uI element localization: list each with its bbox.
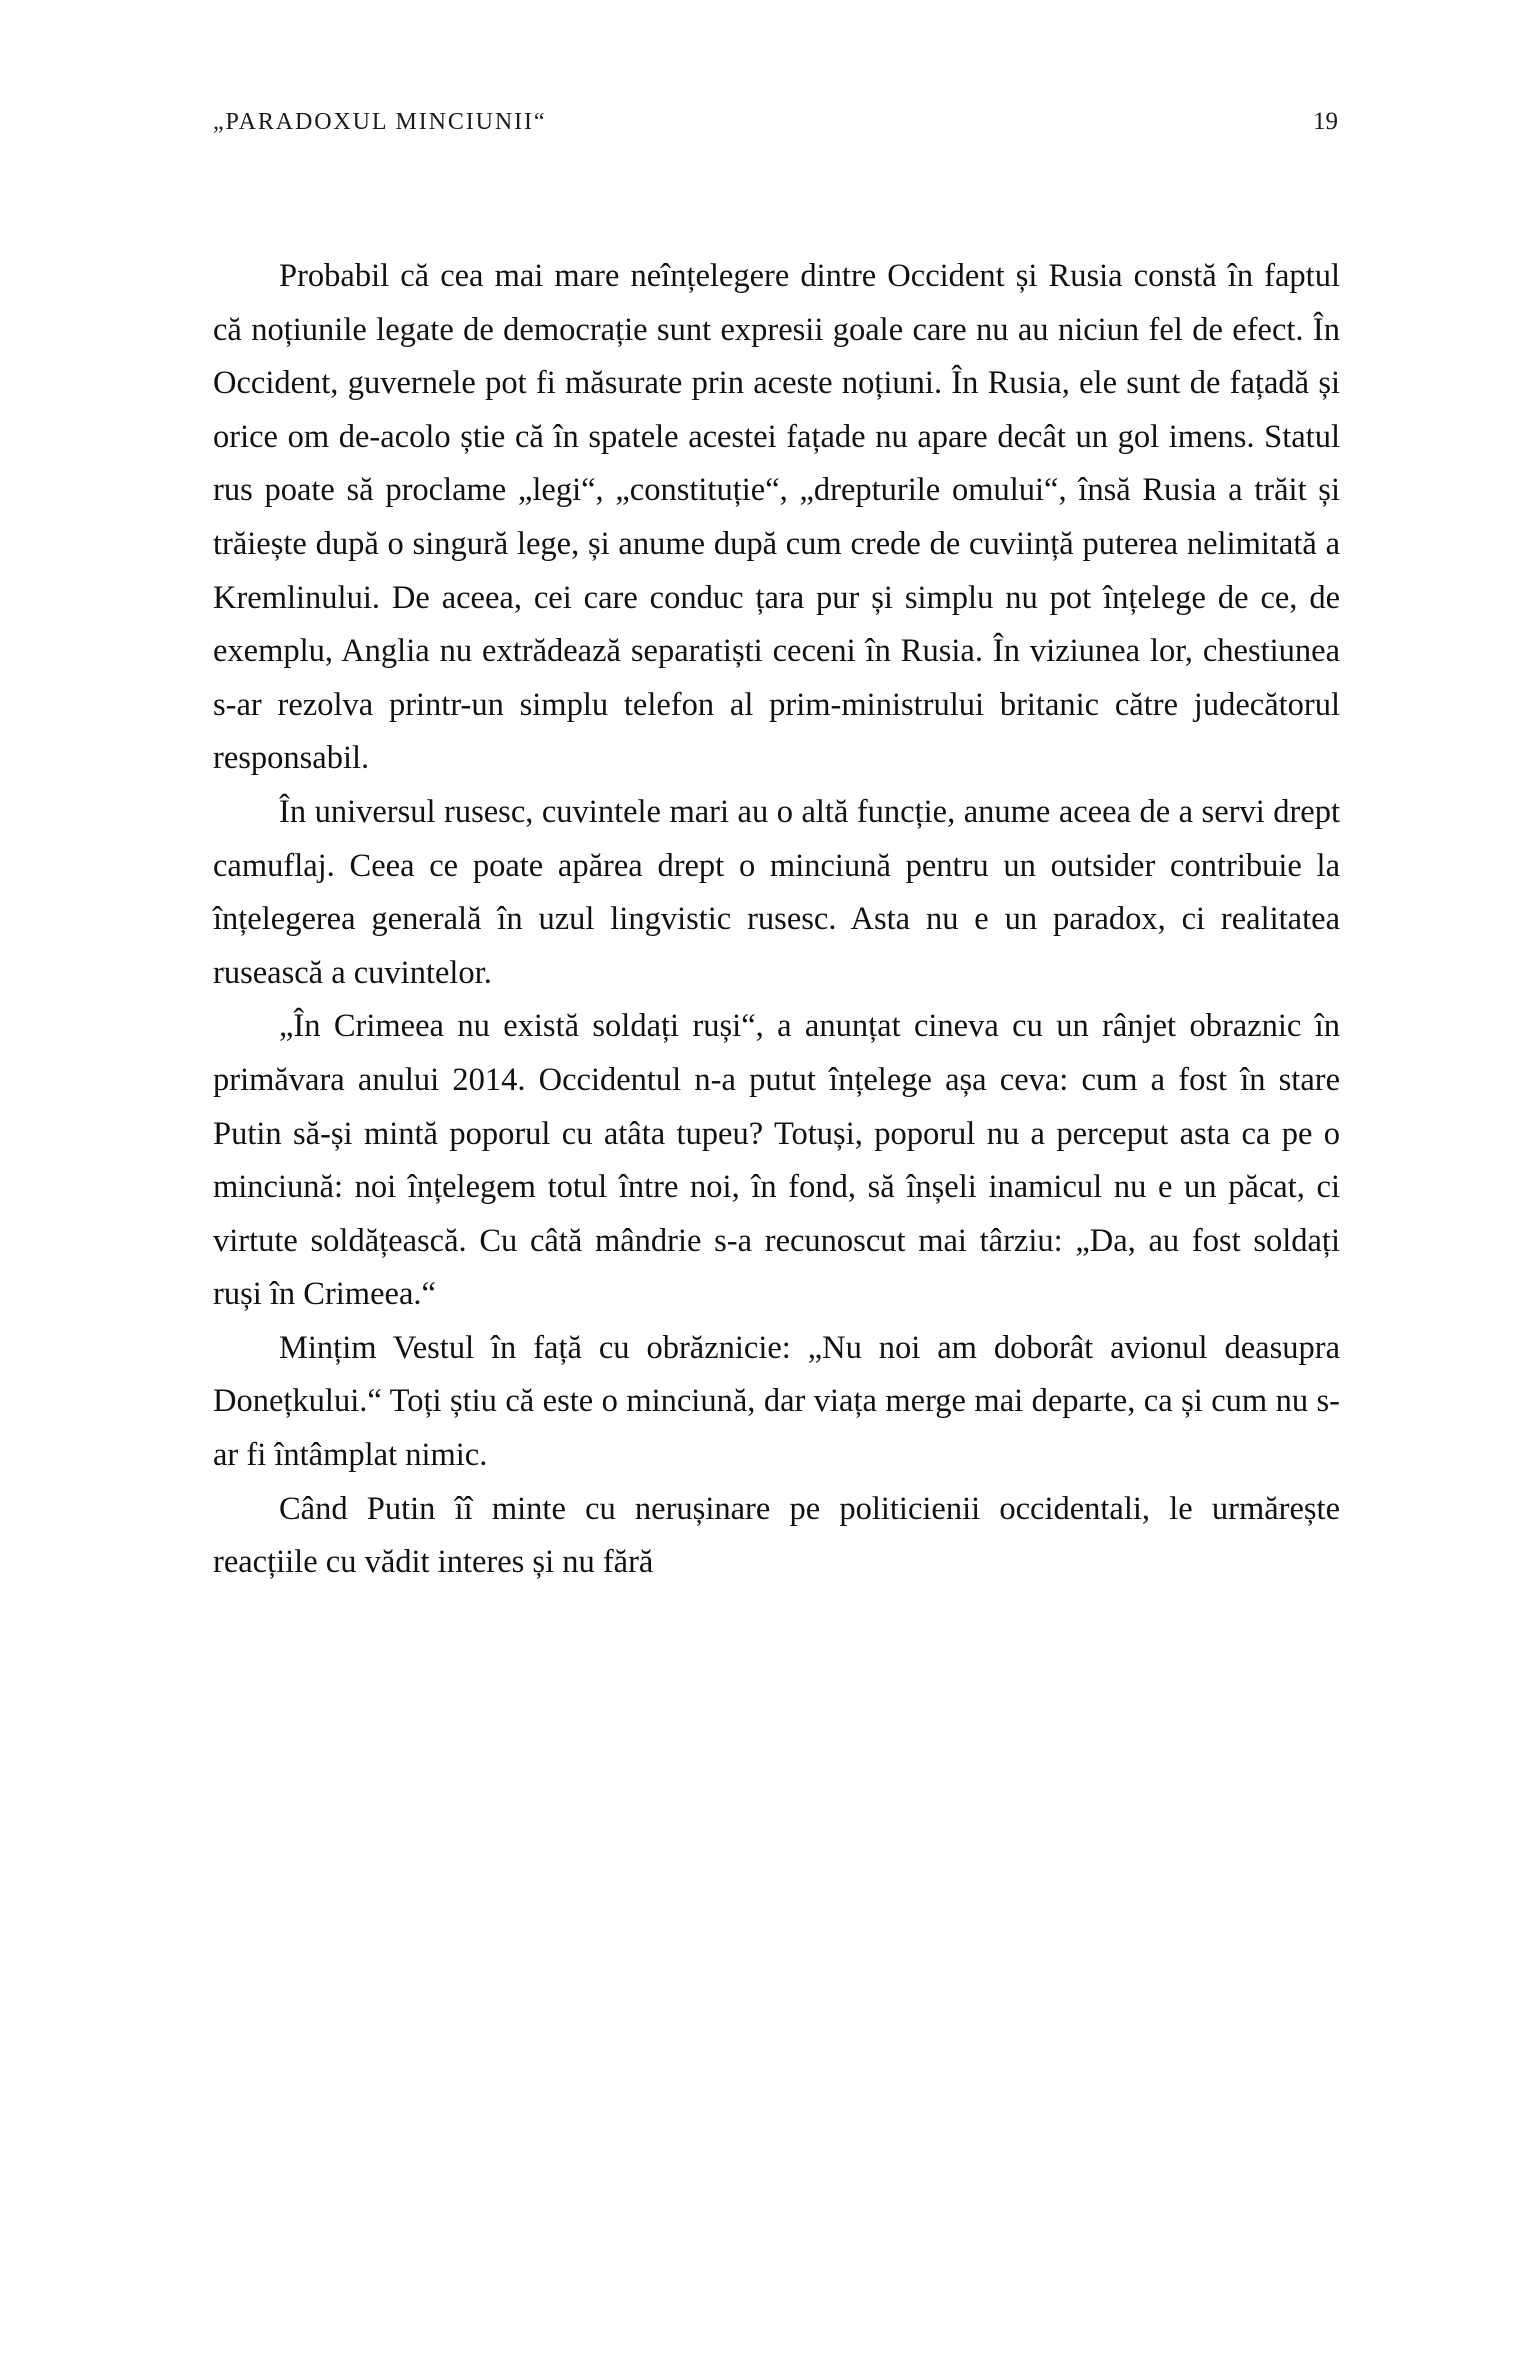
- page-number: 19: [1313, 108, 1338, 135]
- body-text: [213, 250, 1340, 1590]
- paragraph: Probabil că cea mai mare neînțelegere dintre Occident și Rusia constă în faptul că noțiunile legate de democrație sunt expresii goale care nu au niciun fel de efect. În Occident, guvernele pot fi măsurate prin aceste noțiuni. În Rusia, ele sunt de fațadă și orice om de-acolo știe că în spatele acestei fațade nu apare decât un gol imens. Statul rus poate să proclame „legi“, „constituție“, „drepturile omului“, însă Rusia a trăit și trăiește după o singură lege, și anume după cum crede de cuviință puterea nelimitată a Kremlinului. De aceea, cei care conduc țara pur și simplu nu pot înțelege de ce, de exemplu, Anglia nu extrădează separatiști ceceni în Rusia. În viziunea lor, chestiunea s-ar rezolva printr-un simplu telefon al prim-ministrului britanic către judecătorul responsabil.: [213, 258, 1340, 777]
- paragraph: „În Crimeea nu există soldați ruși“, a anunțat cineva cu un rânjet obraznic în primăvara anului 2014. Occidentul n-a putut înțelege așa ceva: cum a fost în stare Putin să-și mintă poporul cu atâta tupeu? Totuși, poporul nu a perceput asta ca pe o minciună: noi înțelegem totul între noi, în fond, să înșeli inamicul nu e un păcat, ci virtute soldățească. Cu câtă mândrie s-a recunoscut mai târziu: „Da, au fost soldați ruși în Crimeea.“: [213, 1008, 1340, 1313]
- running-head: „PARADOXUL MINCIUNII“: [213, 109, 547, 135]
- page-header: [213, 108, 1338, 136]
- paragraph: În universul rusesc, cuvintele mari au o altă funcție, anume aceea de a servi drept camuflaj. Ceea ce poate apărea drept o minciună pentru un outsider contribuie la înțelegerea generală în uzul lingvistic rusesc. Asta nu e un paradox, ci realitatea rusească a cuvintelor.: [213, 793, 1340, 991]
- paragraph: Când Putin îî minte cu nerușinare pe politicienii occidentali, le urmărește reacțiile cu vădit interes și nu fără: [213, 1490, 1340, 1581]
- paragraph: Mințim Vestul în față cu obrăznicie: „Nu noi am doborât avionul deasupra Donețkului.“ Toți știu că este o minciună, dar viața merge mai departe, ca și cum nu s-ar fi întâmplat nimic.: [213, 1329, 1340, 1474]
